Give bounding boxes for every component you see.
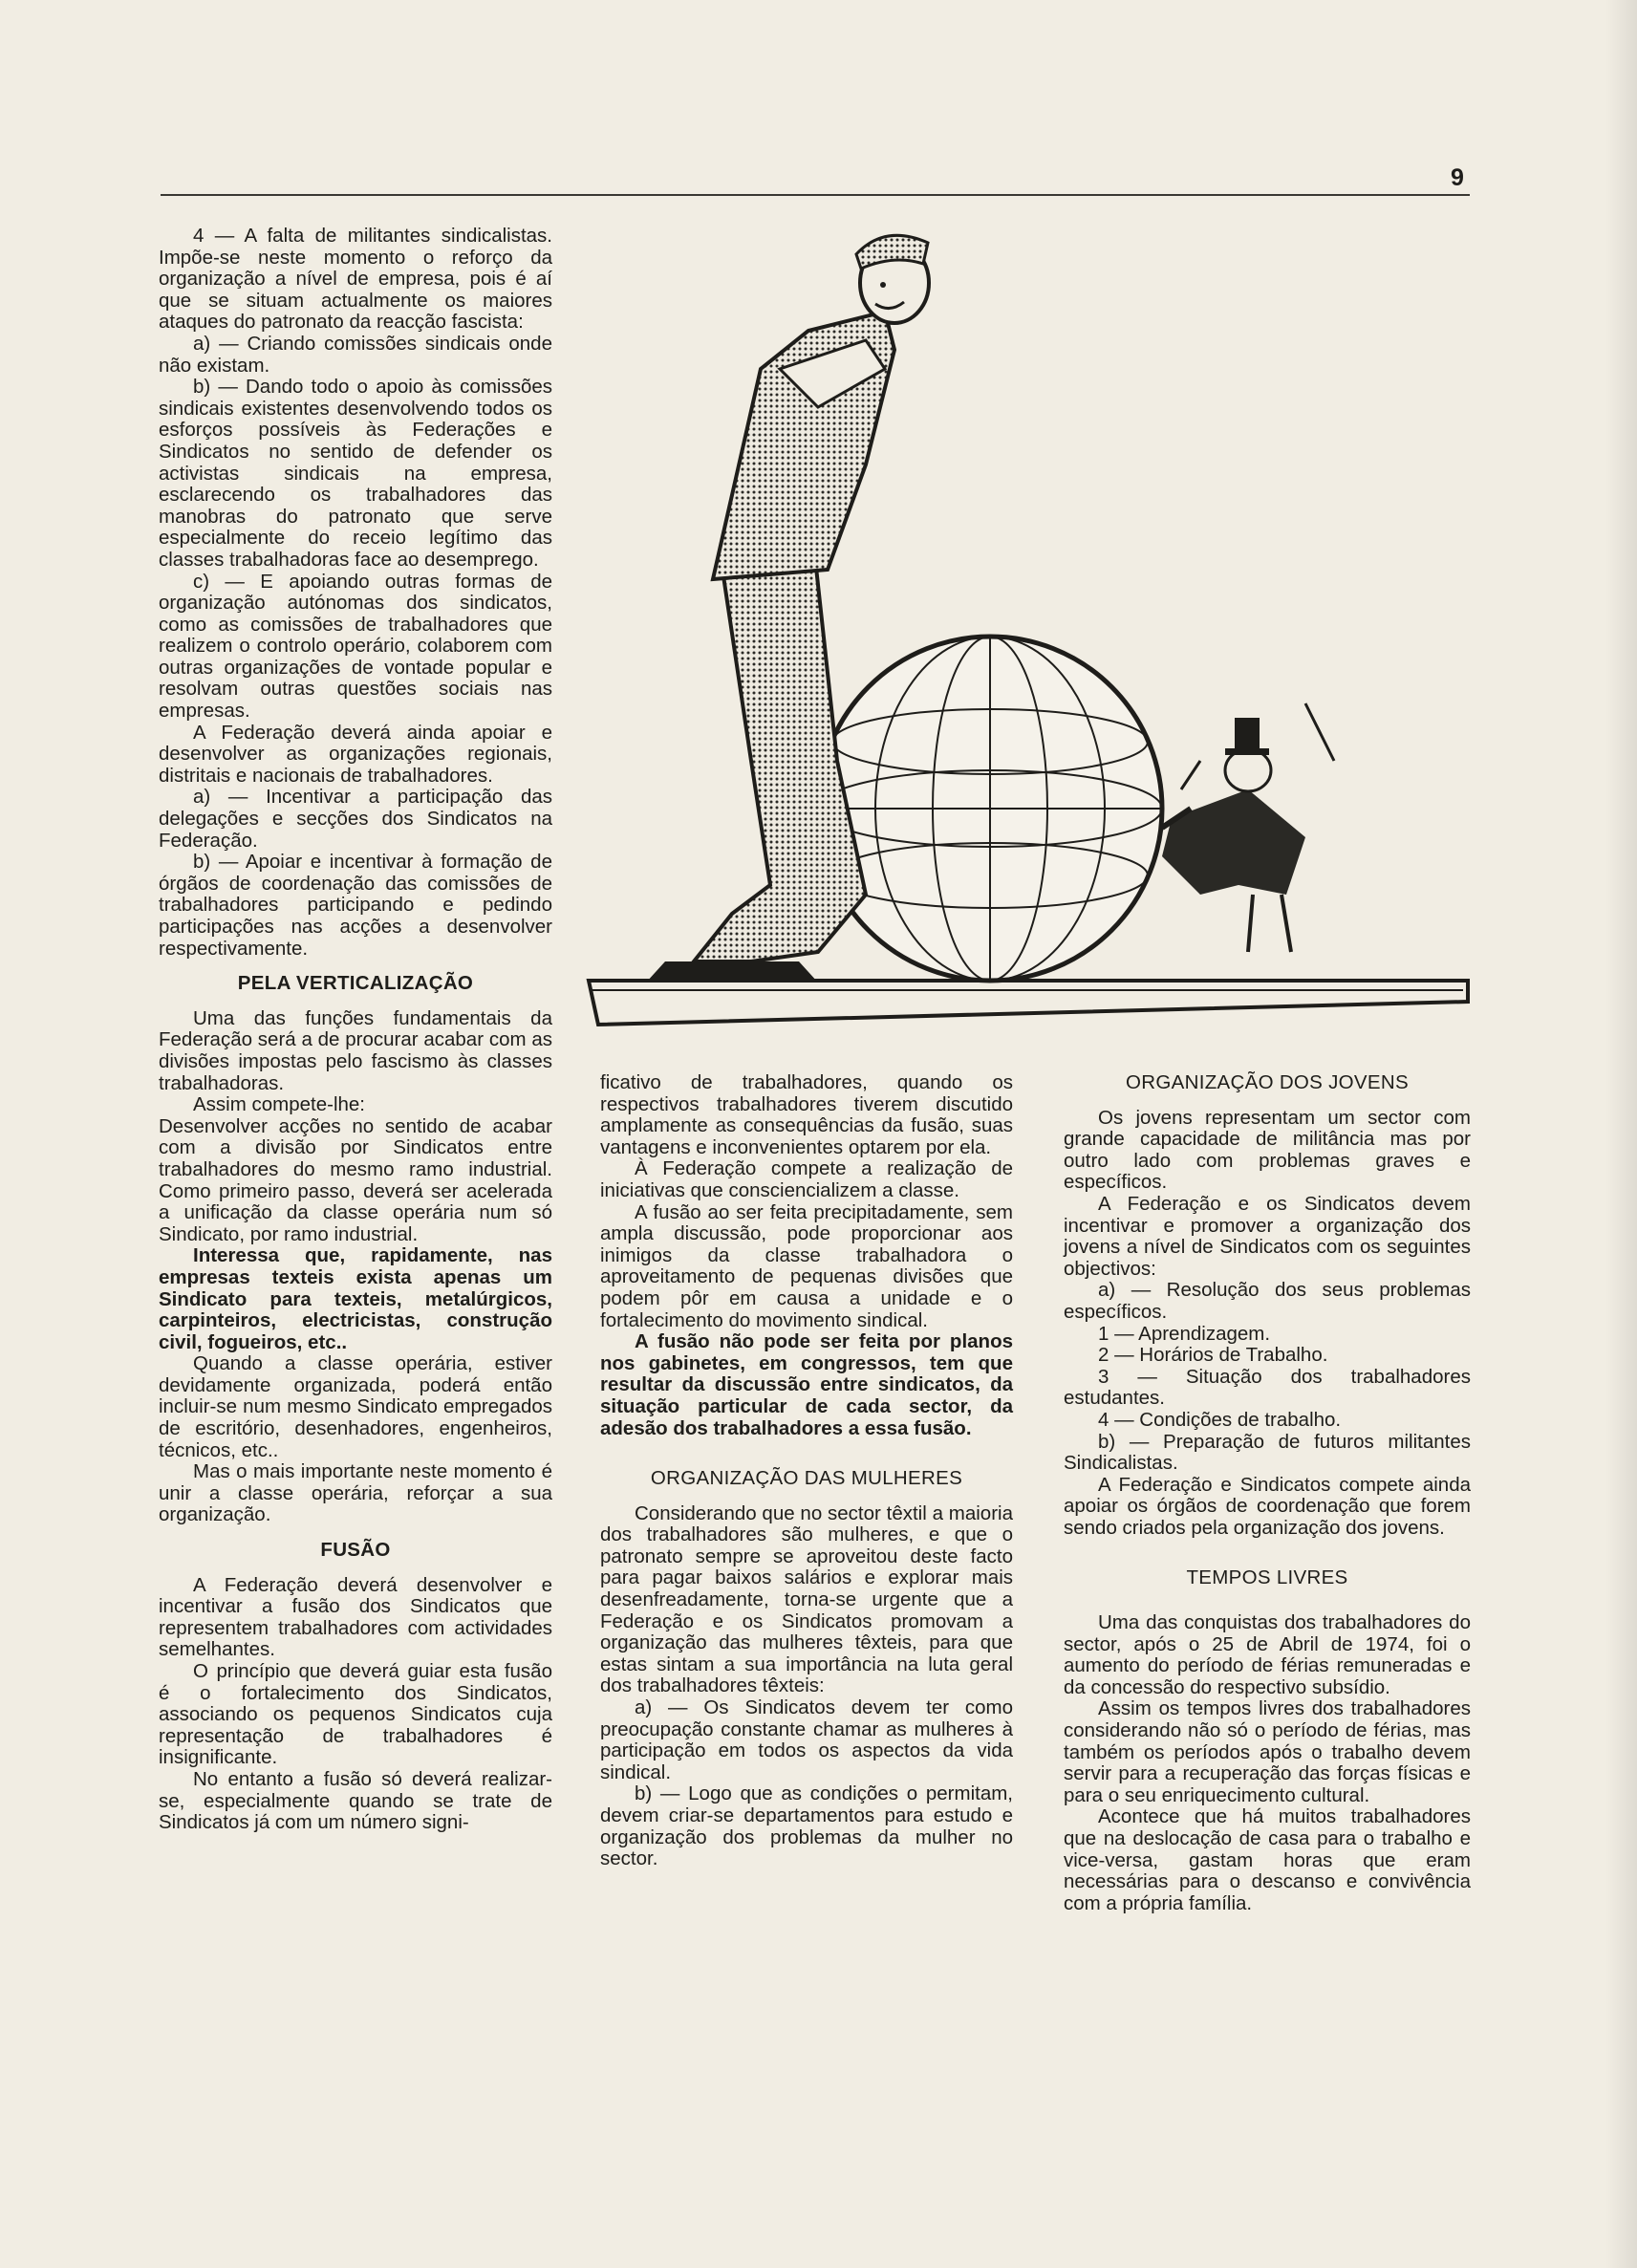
paragraph: A fusão ao ser feita precipitadamente, sem ampla discussão, pode proporcionar aos inimigos da classe trabalhadora o aproveitamento de pequenas divisões que podem pôr em causa a unidade e o fortalecimento do movimento sindical. [600, 1200, 1013, 1331]
paragraph: A Federação e Sindicatos compete ainda apoiar os órgãos de coordenação que forem sendo criados pela organização dos jovens. [1064, 1473, 1471, 1539]
list-item: a) — Incentivar a participação das delegações e secções dos Sindicatos na Federação. [159, 786, 552, 852]
paragraph: A Federação e os Sindicatos devem incentivar e promover a organização dos jovens a nível de Sindicatos com os seguintes objectivos: [1064, 1192, 1471, 1280]
section-heading-tempos-livres: TEMPOS LIVRES [1186, 1566, 1348, 1589]
section-heading-verticalizacao: PELA VERTICALIZAÇÃO [237, 972, 474, 995]
list-item: a) — Os Sindicatos devem ter como preocupação constante chamar as mulheres à participação em todos os aspectos da vida sindical. [600, 1696, 1013, 1783]
list-item: 3 — Situação dos trabalhadores estudantes. [1064, 1365, 1471, 1410]
paragraph: Assim compete-lhe: [193, 1093, 366, 1116]
list-item: b) — Apoiar e incentivar à formação de órgãos de coordenação das comissões de trabalhadores participando e pedindo participações nas acções a desenvolver respectivamente. [159, 851, 552, 960]
list-item: 2 — Horários de Trabalho. [1098, 1344, 1328, 1367]
cartoon-worker-and-capitalist-with-globe-icon [579, 226, 1485, 1046]
paragraph: A fusão não pode ser feita por planos nos gabinetes, em congressos, tem que resultar da discussão entre sindicatos, da situação particular de cada sector, da adesão dos trabalhadores a essa fusão. [600, 1330, 1013, 1439]
paragraph: A Federação deverá ainda apoiar e desenvolver as organizações regionais, distritais e nacionais de trabalhadores. [159, 721, 552, 787]
left-column [159, 226, 552, 1834]
section-heading-mulheres: ORGANIZAÇÃO DAS MULHERES [650, 1467, 963, 1490]
header-rule [161, 194, 1470, 196]
paragraph: À Federação compete a realização de iniciativas que consciencializem a classe. [600, 1157, 1013, 1201]
paragraph: Os jovens representam um sector com grande capacidade de militância mas por outro lado com problemas graves e específicos. [1064, 1106, 1471, 1194]
list-item: b) — Logo que as condições o permitam, devem criar-se departamentos para estudo e organização dos problemas da mulher no sector. [600, 1782, 1013, 1870]
paragraph: Acontece que há muitos trabalhadores que na deslocação de casa para o trabalho e vice-versa, gastam horas que eram necessárias para o descanso e convivência com a própria família. [1064, 1805, 1471, 1914]
paragraph: Assim os tempos livres dos trabalhadores considerando não só o período de férias, mas também os períodos após o trabalho devem servir para a recuperação das forças físicas e para o seu enriquecimento cultural. [1064, 1697, 1471, 1806]
right-column [1064, 1072, 1471, 1914]
paragraph: Uma das funções fundamentais da Federação será a de procurar acabar com as divisões impostas pelo fascismo às classes trabalhadoras. [159, 1006, 552, 1094]
paragraph: Desenvolver acções no sentido de acabar com a divisão por Sindicatos entre trabalhadores do mesmo ramo industrial. Como primeiro passo, deverá ser acelerada a unificação da classe operária num só Sindicato, por ramo industrial. [159, 1114, 552, 1245]
paragraph: A Federação deverá desenvolver e incentivar a fusão dos Sindicatos que representem trabalhadores com actividades semelhantes. [159, 1573, 552, 1661]
capitalist-figure [1162, 703, 1334, 952]
paragraph: Quando a classe operária, estiver devidamente organizada, poderá então incluir-se num mesmo Sindicato empregados de escritório, desenhadores, engenheiros, técnicos, etc.. [159, 1352, 552, 1461]
section-heading-fusao: FUSÃO [320, 1539, 391, 1562]
paragraph: No entanto a fusão só deverá realizar-se, especialmente quando se trate de Sindicatos já com um número signi- [159, 1767, 552, 1834]
paragraph: ficativo de trabalhadores, quando os respectivos trabalhadores tiverem discutido amplamente as consequências da fusão, suas vantagens e inconvenientes optarem por ela. [600, 1071, 1013, 1158]
list-item: b) — Dando todo o apoio às comissões sindicais existentes desenvolvendo todos os esforços possíveis às Federações e Sindicatos no sentido de defender os activistas sindicais na empresa, esclarecendo os trabalhadores das manobras do patronato que serve especialmente do receio legítimo das classes trabalhadoras face ao desemprego. [159, 376, 552, 571]
page-edge-shadow [1605, 0, 1637, 2268]
section-heading-jovens: ORGANIZAÇÃO DOS JOVENS [1126, 1071, 1409, 1093]
list-item: c) — E apoiando outras formas de organização autónomas dos sindicatos, como as comissões de trabalhadores que realizem o controlo operário, colaborem com outras organizações de vontade popular e resolvam outras questões sociais nas empresas. [159, 570, 552, 723]
middle-column [600, 1072, 1013, 1870]
paragraph: Interessa que, rapidamente, nas empresas texteis exista apenas um Sindicato para texteis, metalúrgicos, carpinteiros, electricistas, construção civil, fogueiros, etc.. [159, 1244, 552, 1353]
paragraph: O princípio que deverá guiar esta fusão é o fortalecimento dos Sindicatos, associando os pequenos Sindicatos cuja representação de trabalhadores é insignificante. [159, 1660, 552, 1769]
paragraph: Considerando que no sector têxtil a maioria dos trabalhadores são mulheres, e que o patronato sempre se aproveitou deste facto para pagar baixos salários e explorar mais desenfreadamente, torna-se urgente que a Federação e os Sindicatos promovam a organização das mulheres têxteis, para que estas sintam a sua importância na luta geral dos trabalhadores têxteis: [600, 1501, 1013, 1697]
list-item: 1 — Aprendizagem. [1098, 1322, 1271, 1345]
page-number: 9 [1451, 164, 1464, 191]
paragraph: Uma das conquistas dos trabalhadores do sector, após o 25 de Abril de 1974, foi o aumento do período de férias remuneradas e da concessão do respectivo subsídio. [1064, 1611, 1471, 1698]
paragraph: Mas o mais importante neste momento é unir a classe operária, reforçar a sua organização. [159, 1460, 552, 1526]
cartoon-illustration [579, 226, 1485, 1046]
paragraph: 4 — A falta de militantes sindicalistas. Impõe-se neste momento o reforço da organização a nível de empresa, pois é aí que se situam actualmente os maiores ataques do patronato da reacção fascista: [159, 225, 552, 334]
list-item: a) — Resolução dos seus problemas específicos. [1064, 1279, 1471, 1323]
globe [818, 637, 1162, 981]
list-item: 4 — Condições de trabalho. [1098, 1408, 1342, 1431]
list-item: a) — Criando comissões sindicais onde não existam. [159, 332, 552, 377]
list-item: b) — Preparação de futuros militantes Sindicalistas. [1064, 1430, 1471, 1475]
